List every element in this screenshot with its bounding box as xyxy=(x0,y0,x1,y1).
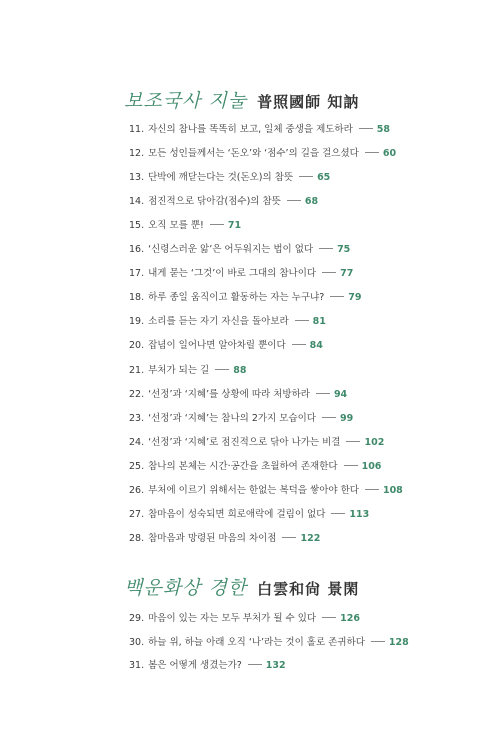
toc-entry-number: 30. xyxy=(129,636,145,648)
toc-entry[interactable] xyxy=(129,433,384,453)
section-title-hanja: 普照國師 知訥 xyxy=(257,93,360,111)
leader-line xyxy=(371,641,385,642)
toc-entry-number: 21. xyxy=(129,364,145,376)
leader-line xyxy=(365,152,379,153)
section-title-hanja: 白雲和尙 景閑 xyxy=(257,580,360,598)
leader-line xyxy=(282,537,296,538)
toc-entry-page-number: 71 xyxy=(227,220,242,232)
toc-entry-title: 하늘 위, 하늘 아래 오직 ‘나’라는 것이 홀로 존귀하다 xyxy=(148,636,365,648)
toc-entry-page-number: 132 xyxy=(265,660,286,671)
toc-entry-page-number: 106 xyxy=(361,460,382,472)
toc-entry-title: 단박에 깨닫는다는 것(돈오)의 참뜻 xyxy=(148,172,294,184)
toc-entry-number: 31. xyxy=(129,660,145,671)
toc-entry-title: 마음이 있는 자는 모두 부처가 될 수 있다 xyxy=(148,613,317,624)
toc-entry[interactable] xyxy=(129,288,362,308)
toc-entry-page-number: 58 xyxy=(376,124,391,135)
toc-entry-number: 18. xyxy=(129,292,145,304)
toc-entry[interactable] xyxy=(129,457,381,477)
toc-entry[interactable] xyxy=(129,192,318,212)
toc-entry[interactable] xyxy=(129,240,350,260)
toc-entry-number: 27. xyxy=(129,508,145,520)
toc-entry-title: 부처가 되는 길 xyxy=(148,364,210,376)
leader-line xyxy=(322,617,336,618)
section-title-korean: 백운화상 경한 xyxy=(124,577,248,599)
leader-line xyxy=(344,465,358,466)
toc-entry[interactable] xyxy=(129,529,320,549)
toc-entry[interactable] xyxy=(129,264,353,284)
toc-entry-title: 참마음과 망령된 마음의 차이점 xyxy=(148,532,277,544)
toc-entry-title: 봄은 어떻게 생겼는가? xyxy=(148,660,242,671)
toc-entry-number: 11. xyxy=(129,124,145,135)
toc-entry-page-number: 94 xyxy=(333,388,348,400)
toc-entry-number: 20. xyxy=(129,340,145,352)
leader-line xyxy=(292,344,306,345)
toc-entry-page-number: 128 xyxy=(388,636,409,648)
toc-entry-page-number: 77 xyxy=(340,268,354,280)
toc-entry-page-number: 126 xyxy=(340,613,360,624)
toc-entry-number: 25. xyxy=(129,460,145,472)
leader-line xyxy=(322,417,336,418)
toc-entry-page-number: 68 xyxy=(304,196,319,208)
toc-entry-number: 15. xyxy=(129,220,145,232)
leader-line xyxy=(287,200,301,201)
toc-entry-title: 자신의 참나를 똑똑히 보고, 일체 중생을 제도하라 xyxy=(148,124,353,135)
toc-entry-title: ‘신령스러운 앎’은 어두워지는 법이 없다 xyxy=(148,244,314,256)
toc-entry-number: 12. xyxy=(129,148,145,160)
section-title-korean: 보조국사 지눌 xyxy=(124,90,248,112)
leader-line xyxy=(210,224,224,225)
toc-entry-page-number: 75 xyxy=(337,244,351,256)
toc-entry-title: 부처에 이르기 위해서는 한없는 복덕을 쌓아야 한다 xyxy=(148,484,359,496)
toc-entry[interactable] xyxy=(129,361,246,381)
toc-entry-title: 잡념이 일어나면 알아차릴 뿐이다 xyxy=(148,340,286,352)
toc-entry[interactable] xyxy=(129,385,347,405)
leader-line xyxy=(330,296,344,297)
toc-entry[interactable] xyxy=(129,168,330,188)
toc-entry-title: 모든 성인들께서는 ‘돈오’와 ‘점수’의 길을 걸으셨다 xyxy=(148,148,359,160)
leader-line xyxy=(299,176,313,177)
toc-entry-number: 17. xyxy=(129,268,145,280)
toc-entry-title: ‘선정’과 ‘지혜’로 점진적으로 닦아 나가는 비결 xyxy=(148,436,341,448)
section-header-jinul xyxy=(124,86,359,113)
toc-entry[interactable] xyxy=(129,216,241,236)
toc-entry-number: 24. xyxy=(129,436,145,448)
leader-line xyxy=(359,128,373,129)
toc-entry-number: 19. xyxy=(129,316,145,328)
leader-line xyxy=(319,248,333,249)
section-header-baegun xyxy=(124,573,359,600)
toc-entry-number: 13. xyxy=(129,172,145,184)
toc-entry[interactable] xyxy=(129,336,323,356)
toc-entry-page-number: 84 xyxy=(309,340,323,352)
toc-entry[interactable] xyxy=(129,656,286,676)
leader-line xyxy=(346,441,360,442)
toc-entry[interactable] xyxy=(129,312,326,332)
toc-entry-number: 14. xyxy=(129,196,145,208)
leader-line xyxy=(322,272,336,273)
leader-line xyxy=(365,489,379,490)
toc-entry-title: 참마음이 성숙되면 희로애락에 걸림이 없다 xyxy=(148,508,326,520)
toc-entry-number: 16. xyxy=(129,244,145,256)
toc-entry-number: 26. xyxy=(129,484,145,496)
toc-entry[interactable] xyxy=(129,481,403,501)
toc-entry-title: 소리를 듣는 자기 자신을 돌아보라 xyxy=(148,316,289,328)
leader-line xyxy=(248,664,262,665)
toc-entry[interactable] xyxy=(129,633,409,653)
leader-line xyxy=(215,369,229,370)
toc-entry-page-number: 102 xyxy=(364,436,385,448)
toc-entry-page-number: 99 xyxy=(339,412,354,424)
toc-entry-number: 29. xyxy=(129,613,145,624)
leader-line xyxy=(331,513,345,514)
toc-entry-page-number: 108 xyxy=(382,484,403,496)
toc-entry-page-number: 81 xyxy=(312,316,326,328)
toc-entry[interactable] xyxy=(129,505,369,525)
toc-entry-number: 22. xyxy=(129,388,145,400)
leader-line xyxy=(295,320,309,321)
toc-entry-page-number: 60 xyxy=(382,148,397,160)
toc-entry-title: 내게 묻는 ‘그것’이 바로 그대의 참나이다 xyxy=(148,268,317,280)
leader-line xyxy=(316,393,330,394)
toc-entry-number: 23. xyxy=(129,412,145,424)
toc-entry-page-number: 88 xyxy=(233,364,247,376)
toc-entry[interactable] xyxy=(129,609,360,629)
toc-entry[interactable] xyxy=(129,409,353,429)
toc-entry-title: 오직 모를 뿐! xyxy=(148,220,204,232)
toc-entry-title: 하루 종일 움직이고 활동하는 자는 누구냐? xyxy=(148,292,325,304)
toc-entry-title: ‘선정’과 ‘지혜’를 상황에 따라 처방하라 xyxy=(148,388,310,400)
toc-entry[interactable] xyxy=(129,144,396,164)
toc-entry[interactable] xyxy=(129,120,390,140)
toc-entry-page-number: 65 xyxy=(317,172,331,184)
toc-entry-title: 참나의 본체는 시간·공간을 초월하여 존재한다 xyxy=(148,460,338,472)
toc-entry-page-number: 122 xyxy=(300,532,321,544)
toc-entry-title: ‘선정’과 ‘지혜’는 참나의 2가지 모습이다 xyxy=(148,412,316,424)
toc-entry-title: 점진적으로 닦아감(점수)의 참뜻 xyxy=(148,196,281,208)
toc-entry-number: 28. xyxy=(129,532,145,544)
toc-entry-page-number: 113 xyxy=(349,508,370,520)
toc-entry-page-number: 79 xyxy=(348,292,362,304)
